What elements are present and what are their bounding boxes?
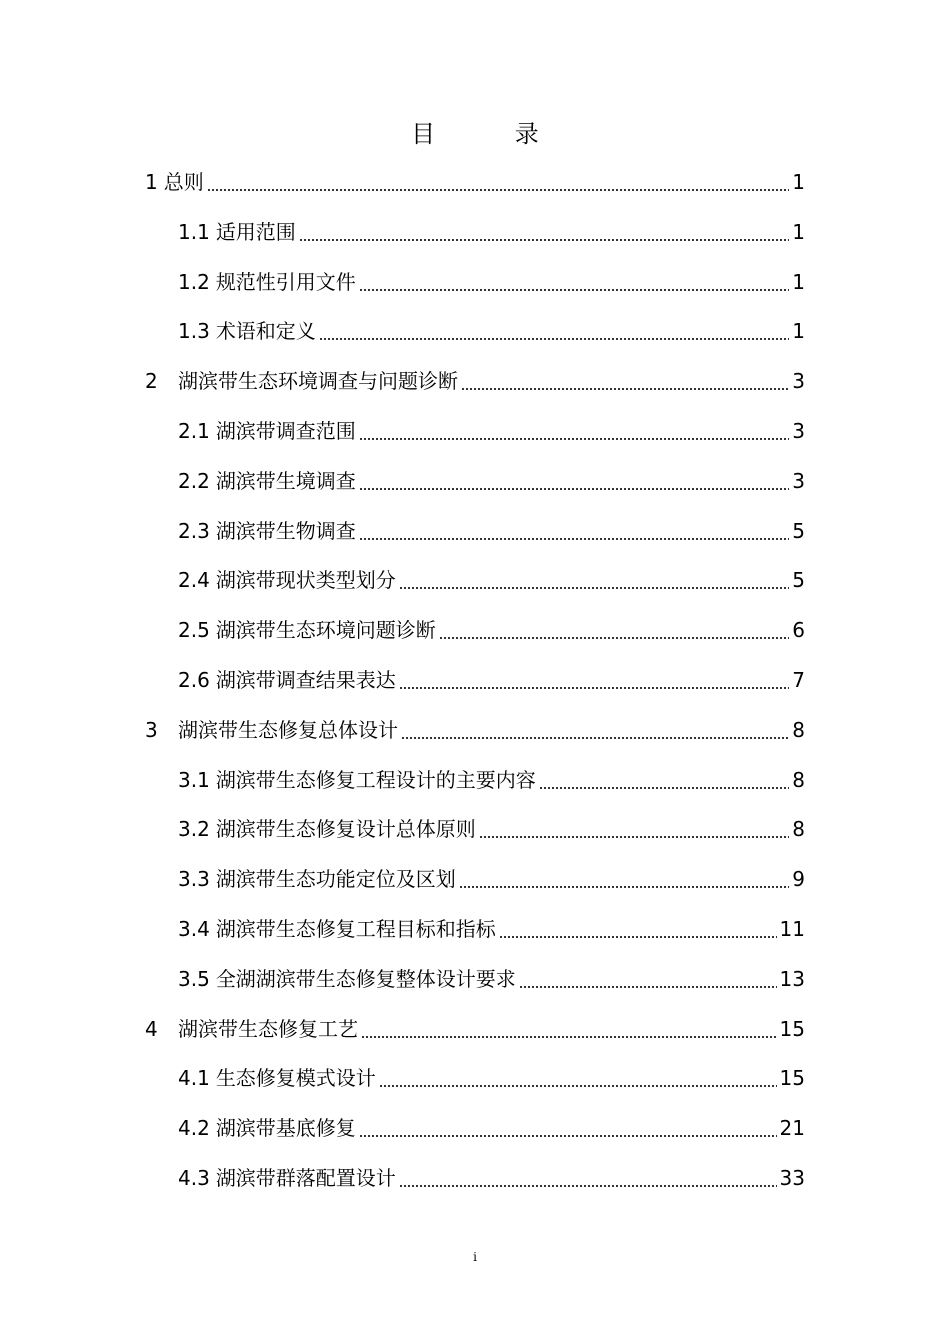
toc-section-number: 3.5 [178, 966, 210, 991]
toc-title: 目 录 [411, 120, 575, 148]
toc-dot-leader [359, 289, 789, 291]
toc-section-number: 3.2 [178, 817, 210, 842]
toc-section-number: 4.2 [178, 1116, 210, 1141]
toc-page-number: 1 [792, 319, 805, 344]
toc-entry[interactable] [0, 909, 805, 949]
toc-page-number: 11 [779, 917, 805, 941]
toc-dot-leader [299, 239, 789, 241]
toc-entry[interactable] [0, 212, 805, 252]
toc-dot-leader [359, 488, 789, 490]
toc-section-title: 湖滨带生态修复工艺 [178, 1016, 358, 1041]
toc-dot-leader [359, 1135, 777, 1137]
toc-entry-label [178, 461, 356, 501]
toc-section-title: 全湖湖滨带生态修复整体设计要求 [215, 966, 516, 991]
toc-entry-label [178, 311, 316, 351]
toc-entry[interactable] [0, 162, 805, 202]
toc-section-number: 4.1 [178, 1066, 210, 1091]
toc-section-title: 湖滨带现状类型划分 [215, 568, 396, 593]
toc-section-number: 4.3 [178, 1166, 210, 1190]
toc-page-number: 8 [792, 717, 805, 742]
toc-dot-leader [459, 886, 789, 888]
toc-entry[interactable] [0, 361, 805, 401]
toc-entry-label [178, 809, 476, 849]
toc-dot-leader [479, 836, 789, 838]
toc-entry[interactable] [0, 311, 805, 351]
toc-section-title: 适用范围 [215, 219, 296, 244]
toc-section-number: 2 [145, 369, 158, 394]
toc-entry[interactable] [0, 461, 805, 501]
toc-dot-leader [379, 1085, 777, 1087]
toc-entry[interactable] [0, 262, 805, 302]
page-number-footer: i [473, 1250, 477, 1264]
toc-section-title: 湖滨带生态修复工程设计的主要内容 [215, 767, 536, 792]
toc-section-title: 生态修复模式设计 [215, 1066, 376, 1091]
toc-page-number: 3 [792, 419, 805, 443]
toc-section-number: 3.1 [178, 767, 210, 792]
toc-section-number: 1.2 [178, 269, 210, 294]
toc-section-number: 4 [145, 1016, 158, 1041]
toc-section-number: 2.5 [178, 618, 210, 643]
toc-section-title: 术语和定义 [215, 319, 316, 344]
toc-section-title: 湖滨带生物调查 [215, 518, 356, 543]
toc-entry-label [178, 1108, 356, 1148]
toc-page-number: 6 [792, 618, 805, 643]
toc-section-number: 3 [145, 717, 158, 742]
toc-dot-leader [399, 1185, 777, 1187]
toc-page-number: 7 [792, 668, 805, 692]
toc-section-number: 1.1 [178, 219, 210, 244]
toc-entry-label [178, 1058, 376, 1098]
toc-entry-label [178, 859, 456, 899]
toc-page-number: 3 [792, 468, 805, 493]
toc-dot-leader [461, 388, 789, 390]
toc-page-number: 1 [792, 170, 805, 194]
toc-page-number: 5 [792, 518, 805, 543]
toc-page-number: 1 [792, 219, 805, 244]
toc-entry-label [178, 610, 436, 650]
toc-page-number: 5 [792, 568, 805, 593]
toc-entry[interactable] [0, 1158, 805, 1198]
toc-entry[interactable] [0, 809, 805, 849]
toc-entry[interactable] [0, 411, 805, 451]
toc-section-number: 3.3 [178, 867, 210, 892]
toc-page-number: 1 [792, 269, 805, 294]
toc-section-number: 2.1 [178, 419, 210, 443]
toc-dot-leader [359, 438, 789, 440]
toc-entry[interactable] [0, 511, 805, 551]
toc-section-title: 总则 [163, 170, 204, 194]
toc-entry-label [178, 511, 356, 551]
toc-section-title: 湖滨带调查结果表达 [215, 668, 396, 692]
toc-dot-leader [539, 787, 789, 789]
toc-section-title: 湖滨带生态修复设计总体原则 [215, 817, 476, 842]
toc-section-number: 2.4 [178, 568, 210, 593]
toc-section-number: 2.6 [178, 668, 210, 692]
toc-page-number: 8 [792, 767, 805, 792]
toc-page-number: 15 [779, 1066, 805, 1091]
toc-dot-leader [401, 737, 789, 739]
toc-entry-label [178, 760, 536, 800]
toc-dot-leader [359, 538, 789, 540]
toc-entry-label [178, 411, 356, 451]
toc-dot-leader [399, 687, 789, 689]
toc-entry-label [145, 361, 458, 401]
toc-section-title: 湖滨带调查范围 [215, 419, 356, 443]
toc-dot-leader [519, 986, 777, 988]
toc-entry-label [145, 710, 398, 750]
toc-section-title: 湖滨带生态修复工程目标和指标 [215, 917, 496, 941]
toc-entry[interactable] [0, 660, 805, 700]
toc-page-number: 15 [779, 1016, 805, 1041]
toc-entry[interactable] [0, 1009, 805, 1049]
toc-entry-label [178, 1158, 396, 1198]
toc-entry-label [145, 1009, 358, 1049]
toc-entry-label [178, 262, 356, 302]
toc-section-number: 1.3 [178, 319, 210, 344]
toc-entry[interactable] [0, 1108, 805, 1148]
toc-section-number: 1 [145, 170, 158, 194]
toc-section-number: 2.3 [178, 518, 210, 543]
toc-entry-label [145, 162, 204, 202]
toc-page-number: 8 [792, 817, 805, 842]
toc-page-number: 33 [779, 1166, 805, 1190]
toc-entry-label [178, 660, 396, 700]
toc-dot-leader [499, 936, 777, 938]
toc-entry[interactable] [0, 1058, 805, 1098]
toc-entry-label [178, 560, 396, 600]
toc-dot-leader [319, 338, 789, 340]
toc-entry[interactable] [0, 610, 805, 650]
toc-dot-leader [399, 587, 789, 589]
toc-section-title: 湖滨带生态环境问题诊断 [215, 618, 436, 643]
toc-page-number: 21 [779, 1116, 805, 1141]
toc-page-number: 13 [779, 966, 805, 991]
toc-page-number: 9 [792, 867, 805, 892]
toc-dot-leader [439, 637, 789, 639]
toc-section-number: 2.2 [178, 468, 210, 493]
toc-section-title: 湖滨带生境调查 [215, 468, 356, 493]
toc-entry[interactable] [0, 959, 805, 999]
toc-entry-label [178, 212, 296, 252]
toc-section-title: 湖滨带群落配置设计 [215, 1166, 396, 1190]
toc-section-title: 湖滨带基底修复 [215, 1116, 356, 1141]
toc-section-title: 规范性引用文件 [215, 269, 356, 294]
toc-section-title: 湖滨带生态修复总体设计 [178, 717, 398, 742]
toc-entry[interactable] [0, 859, 805, 899]
toc-page-number: 3 [792, 369, 805, 394]
toc-section-title: 湖滨带生态功能定位及区划 [215, 867, 456, 892]
toc-entry[interactable] [0, 760, 805, 800]
toc-entry[interactable] [0, 560, 805, 600]
toc-section-title: 湖滨带生态环境调查与问题诊断 [178, 369, 458, 394]
toc-entry-label [178, 909, 496, 949]
toc-entry-label [178, 959, 516, 999]
toc-section-number: 3.4 [178, 917, 210, 941]
toc-entry[interactable] [0, 710, 805, 750]
toc-dot-leader [361, 1036, 777, 1038]
toc-dot-leader [207, 189, 790, 191]
